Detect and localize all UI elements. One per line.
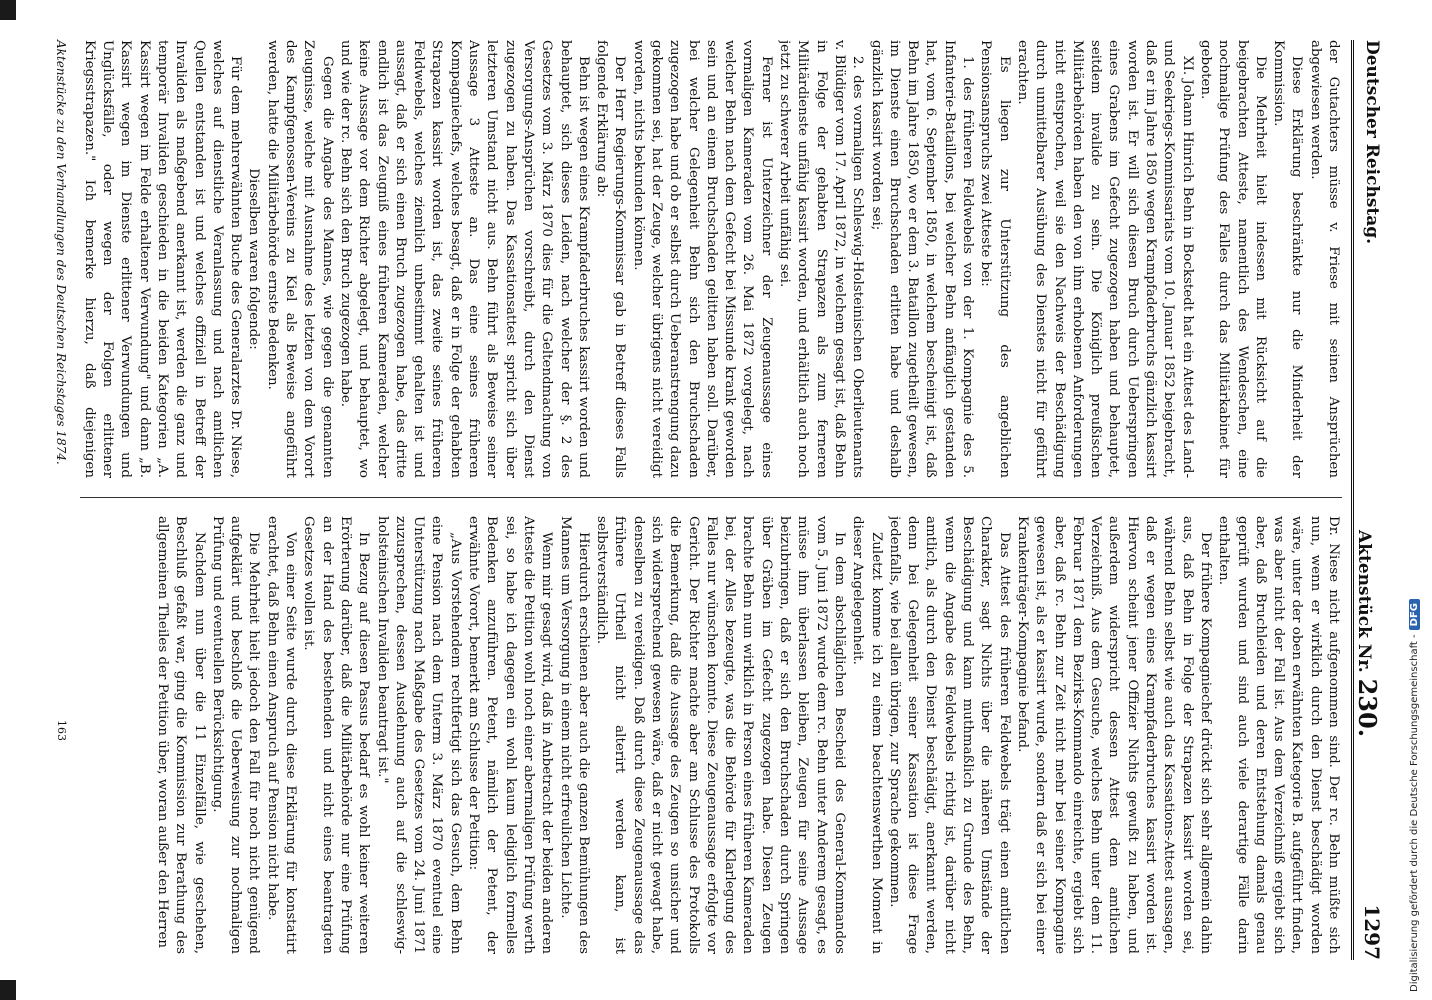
paragraph: 2. des vormaligen Schleswig-Holsteinischen Oberlieutenants v. Blüdiger vom 17. April 1872, in welchem gesagt ist, daß Behn in Folge der gehabten Strapazen als zum ferneren Militärdienste unfähig kassirt worden, und erhältlich auch noch jetzt zu schwerer Arbeit unfähig sei. (777, 40, 866, 478)
paragraph: Zuletzt komme ich zu einem beachtenswerthen Moment in dieser Angelegenheit. (850, 516, 884, 954)
paragraph: Hierdurch erschienen aber auch die ganzen Bemühungen des Mannes um Versorgung in einem nicht erfreulichen Lichte. (557, 516, 591, 954)
paragraph: Für dem mehrerwähnten Buche des Generalarztes Dr. Niese, welches auf dienstliche Veranlassung und nach amtlichen Quellen entstanden ist und welches offiziell in Betreff der Invaliden als maßgebend anerkannt ist, werden die ganz und temporär Invaliden geschieden in die beiden Kategorien „A. Kassirt wegen im Felde erhaltener Verwundung" und dann „B. Kassirt wegen im Dienste erlittener Verwundungen und Unglücksfälle, oder wegen der Folgen erlittener Kriegsstrapazen." Ich bemerke hierzu, daß diejenigen (82, 40, 244, 478)
document-number (1353, 530, 1382, 737)
dfg-notice-text: Digitalisierung gefördert durch die Deutsche Forschungsgemeinschaft - (1409, 634, 1420, 992)
document-number-value: 230. (1353, 678, 1382, 738)
paragraph: 1. des früheren Feldwebels von der 1. Kompagnie des 5. Infanterie-Bataillons, bei welcher Behn anfänglich gestanden hat, vom 6. September 1850, in welchem bescheinigt ist, daß Behn im Jahre 1850, wo er dem 3. Bataillon zugetheilt gewesen, im Dienste einen Bruchschaden erlitten habe und deshalb gänzlich kassirt worden sei; (868, 40, 976, 478)
paragraph: Der frühere Kompagniechef drückt sich sehr allgemein dahin aus, daß Behn in Folge der Strapazen kassirt worden sei, während Behn selbst wie auch das Kassations-Attest aussagen, daß er wegen eines Krampfaderbruches kassirt worden ist. Hiervon scheint jener Offizier Nichts gewußt zu haben, und außerdem widerspricht dessen Attest dem amtlichen Verzeichniß. Aus dem Gesuche, welches Behn unter dem 11. Februar 1871 dem Bezirks-Kommando einreichte, ergiebt sich aber, daß rc. Behn zur Zeit nicht mehr bei seiner Kompagnie gewesen ist, als er kassirt wurde, sondern daß er sich bei einer Krankenträger-Kompagnie befand. (1014, 516, 1213, 954)
paragraph: Dr. Niese nicht aufgenommen sind. Der rc. Behn müßte sich nun, wenn er wirklich durch den Dienst beschädigt worden wäre, unter der oben erwähnten Kategorie B. aufgeführt finden, was aber nicht der Fall ist. Aus dem Verzeichniß ergiebt sich aber, daß Bruchleiden und deren Entstehung damals genau geprüft wurden und sind auch viele derartige Fälle darin enthalten. (1216, 516, 1341, 954)
footer-sheet-number: 163 (55, 720, 68, 741)
dfg-notice (1409, 12, 1420, 992)
running-head-left: Deutscher Reichstag. (1362, 40, 1382, 245)
paragraph: Diese Erklärung beschränkte nur die Minderheit der Kommission. (1271, 40, 1305, 478)
paragraph: Behn ist wegen eines Krampfaderbruches kassirt worden und behauptet, sich dieses Leiden, nach welcher der §. 2 des Gesetzes vom 3. März 1870 dies für die Geltendmachung von Versorgungs-Ansprüchen vorschreibt, durch den Dienst zugezogen zu haben. Das Kassationsattest spricht sich über letzteren Umstand nicht aus. Behn führt als Beweise seiner Aussage 3 Atteste an. Das eine seines früheren Kompagniechefs, welches besagt, daß er in Folge der gehabten Strapazen kassirt worden ist, das zweite seines früheren Feldwebels, welches ziemlich unbestimmt gehalten ist und aussagt, daß er sich einen Bruch zugezogen habe, das dritte endlich ist das Zeugniß eines früheren Kameraden, welcher keine Aussage vor dem Richter abgelegt, und behauptet, wo und wie der rc. Behn sich den Bruch zugezogen habe. (337, 40, 591, 478)
dfg-logo: DFG (1409, 599, 1420, 630)
paragraph: Die Mehrheit hielt indessen mit Rücksicht auf die beigebrachten Atteste, namentlich des Wendeschen, eine nochmalige Prüfung des Falles durch das Militärkabinet für geboten. (1197, 40, 1268, 478)
paragraph: Dieselben waren folgende: (246, 168, 262, 350)
column-divider (80, 497, 1342, 498)
left-column (82, 40, 1342, 478)
paragraph: Wenn mir gesagt wird, daß in Anbetracht der beiden anderen Atteste die Petition wohl noch einer abermaligen Prüfung werth sei, so habe ich dagegen ein wohl kaum lediglich formelles Bedenken anzuführen. Petent, nämlich der Petent, der erwähnte Vorort, bemerkt am Schlusse der Petition: (466, 516, 555, 954)
paragraph: Die Mehrheit hielt jedoch den Fall für noch nicht genügend aufgeklärt und beschloß die Ueberweisung zur nochmaligen Prüfung und eventuellen Berücksichtigung. (209, 516, 262, 954)
paragraph: Von einer Seite wurde durch diese Erklärung für konstatirt erachtet, daß Behn einen Anspruch auf Pension nicht habe. (264, 516, 299, 954)
running-head (1351, 40, 1388, 960)
document-number-prefix: Aktenstück Nr. (1354, 530, 1374, 673)
paragraph: Nachdem nun über die 11 Einzelfälle, wie geschehen, Beschluß gefaßt war, ging die Kommission zur Berathung des allgemeinen Theiles der Petition über, woran außer den Herren (155, 516, 207, 954)
quoted-paragraph: „Aus Vorstehendem rechtfertigt sich das Gesuch, dem Behn eine Pension nach dem Unterm 3. März 1870 eventuel eine Unterstützung nach Maßgabe des Gesetzes vom 24. Juni 1871 zuzusprechen, dessen Ausdehnung auch auf die schleswig-holsteinischen Invaliden beantragt ist." (374, 516, 463, 954)
paragraph: der Gutachters müsse v. Friese mit seinen Ansprüchen abgewiesen werden. (1307, 40, 1341, 478)
paragraph: Gegen die Angabe des Mannes, wie gegen die genannten Zeugnisse, welche mit Ausnahme des letzten von dem Vorort des Kampfgenossen-Vereins zu Kiel als Beweise angeführt werden, hatte die Militärbehörde ernste Bedenken. (264, 40, 335, 478)
right-column (82, 516, 1342, 954)
page-number: 1297 (1360, 904, 1384, 960)
paragraph: Ferner ist Unterzeichner der Zeugenaussage eines vormaligen Kameraden vom 26. Mai 1872 vorgelegt, nach welcher Behn nach dem Gefecht bei Missunde krank geworden sein und an einem Bruchschaden gelitten haben soll. Darüber, bei welcher Gelegenheit Behn sich den Bruchschaden zugezogen habe und ob er selbst durch Ueberanstrengung dazu gekommen sei, hat der Zeuge, welcher übrigens nicht vereidigt worden, nichts bekunden können. (630, 40, 774, 478)
paragraph: Es liegen zur Unterstützung des angeblichen Pensionsanspruchs zwei Atteste bei: (978, 40, 1012, 478)
paragraph: In Bezug auf diesen Passus bedarf es wohl keiner weiteren Erörterung darüber, daß die Militärbehörde nur eine Prüfung an der Hand des bestehenden und nicht eines beantragten Gesetzes wollen ist. (301, 516, 372, 954)
paragraph: XI. Johann Hinrich Behn in Bockstedt hat ein Attest des Land- und Seekriegs-Kommissariats vom 10. Januar 1852 beigebracht, daß er im Jahre 1850 wegen Krampfaderbruchs gänzlich kassirt worden ist. Er will sich diesen Bruch durch Ueberspringen eines Grabens im Gefecht zugezogen haben und behauptet, seitdem invalide zu sein. Die Königlich preußischen Militärbehörden haben den von ihm erhobenen Anforderungen nicht entsprochen, weil sie den Nachweis der Beschädigung durch unmittelbarer Ausübung des Dienstes nicht für geführt erachten. (1014, 40, 1195, 478)
paragraph: Der Herr Regierungs-Kommissar gab in Betreff dieses Falls folgende Erklärung ab: (594, 40, 628, 478)
footer-signature: Aktenstücke zu den Verhandlungen des Deutschen Reichstages 1874. (54, 40, 68, 465)
document-page (0, 20, 1400, 980)
paragraph: Das Attest des früheren Feldwebels trägt einen amtlichen Charakter, sagt Nichts über die näheren Umstände der Beschädigung und kann muthmaßlich zu Grunde des Behn, wenn die Angabe des Feldwebels richtig ist, darüber nicht amtlich, als durch den Dienst beschädigt, anerkannt werden, denn bei Gelegenheit seiner Kassation ist diese Frage jedenfalls, wie bei allen übrigen, zur Sprache gekommen. (886, 516, 1012, 954)
paragraph: In dem abschläglichen Bescheid des General-Kommandos vom 5. Juni 1872 wurde dem rc. Behn unter Anderem gesagt, es müsse ihm überlassen bleiben, Zeugen für seine Aussage beizubringen, daß er sich den Bruchschaden durch Springen über Gräben im Gefecht zugezogen habe. Diesen Zeugen brachte Behn nun wirklich in Person eines früheren Kameraden bei, der Alles bezeugte, was die Behörde für Klarlegung des Falles nur wünschen konnte. Diese Zeugenaussage erfolgte vor Gericht. Der Richter machte aber am Schlusse des Protokolls die Bemerkung, daß die Aussage des Zeugen so unsicher und sich widersprechend gewesen wäre, daß er nicht gewagt habe, denselben zu vereidigen. Daß durch diese Zeugenaussage das frühere Urtheil nicht alterirt werden kann, ist selbstverständlich. (594, 516, 847, 954)
